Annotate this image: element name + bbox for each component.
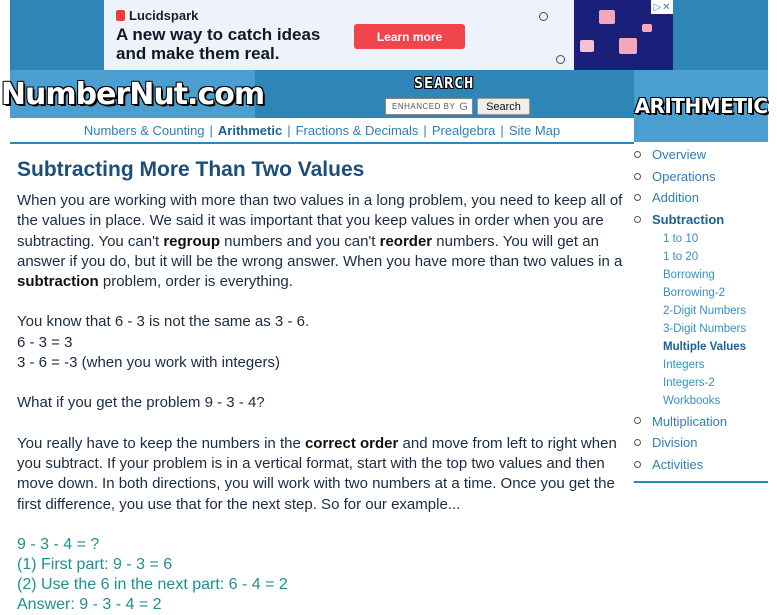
nav-fractions-decimals[interactable]: Fractions & Decimals <box>295 122 419 138</box>
comparison-paragraph <box>17 312 627 373</box>
example-line: 9 - 3 - 4 = ? <box>17 535 100 553</box>
sidebar-subitem-1-to-20[interactable]: 1 to 20 <box>663 251 699 264</box>
sidebar-subitem-2-digit-numbers[interactable]: 2-Digit Numbers <box>663 305 747 318</box>
article <box>17 158 627 615</box>
sidebar-subitem-1-to-10[interactable]: 1 to 10 <box>663 233 699 246</box>
section-header-text: ARITHMETIC <box>634 94 768 118</box>
google-g-icon: G <box>459 100 469 113</box>
search-button[interactable]: Search <box>477 98 530 115</box>
comparison-line: You know that 6 - 3 is not the same as 3 - 6. <box>17 313 310 331</box>
ad-brand <box>116 8 198 23</box>
example-line: (1) First part: 9 - 3 = 6 <box>17 555 173 573</box>
site-logo[interactable] <box>0 70 265 118</box>
search-title: SEARCH <box>414 74 475 92</box>
worked-example <box>17 535 627 615</box>
example-line: Answer: 9 - 3 - 4 = 2 <box>17 595 162 613</box>
sidebar-item-overview[interactable]: Overview <box>634 144 768 166</box>
sidebar-item-operations[interactable]: Operations <box>634 166 768 188</box>
sidebar-subitem-integers-2[interactable]: Integers-2 <box>663 377 715 390</box>
sidebar-item-division[interactable]: Division <box>634 432 768 454</box>
ad-brand-label: Lucidspark <box>129 8 199 23</box>
sidebar-item-activities[interactable]: Activities <box>634 454 768 476</box>
nav-separator: | <box>287 122 291 138</box>
sidebar-subitem-borrowing-2[interactable]: Borrowing-2 <box>663 287 725 300</box>
search-input[interactable] <box>385 98 473 115</box>
sidebar-item-multiplication[interactable]: Multiplication <box>634 410 768 432</box>
sidebar-subitem-multiple-values[interactable]: Multiple Values <box>663 341 747 354</box>
nav-prealgebra[interactable]: Prealgebra <box>431 122 496 138</box>
nav-divider <box>10 142 634 144</box>
ad-learn-more-button[interactable]: Learn more <box>354 24 465 49</box>
comparison-line: 3 - 6 = -3 (when you work with integers) <box>17 354 281 372</box>
section-header[interactable] <box>634 70 768 142</box>
intro-paragraph: When you are working with more than two values in a long problem, you need to keep all of the values in place. We said it was important that you keep values in order when you are subtracting. You can't regroup numbers and you can't reorder numbers. You will get an answer if you do, but it will be the wrong answer. When you have more than two values in a subtraction problem, order is everything. <box>17 192 623 291</box>
sidebar-subitem-borrowing[interactable]: Borrowing <box>663 269 715 282</box>
nav-separator: | <box>423 122 427 138</box>
nav-arithmetic[interactable]: Arithmetic <box>217 122 283 138</box>
question-paragraph: What if you get the problem 9 - 3 - 4? <box>17 394 265 412</box>
ad-circle-icon <box>556 55 565 64</box>
ad-strip <box>0 0 777 70</box>
sidebar-subitem-3-digit-numbers[interactable]: 3-Digit Numbers <box>663 323 747 336</box>
nav-separator: | <box>209 122 213 138</box>
page-title: Subtracting More Than Two Values <box>17 158 365 181</box>
nav-separator: | <box>500 122 504 138</box>
site-header <box>0 70 634 118</box>
order-paragraph: You really have to keep the numbers in the correct order and move from left to right when you subtract. If your problem is in a vertical format, start with the top two values and then move down. In both directions, you will work with two numbers at a time. Once you get the first difference, you use that for the next step. So for our example... <box>17 434 617 513</box>
ad-headline: A new way to catch ideas and make them real. <box>116 25 321 63</box>
ad-side-right <box>673 0 768 70</box>
sidebar-item-subtraction[interactable]: Subtraction <box>634 209 768 231</box>
ad-circle-icon <box>539 12 548 21</box>
top-nav <box>10 118 634 142</box>
nav-numbers-counting[interactable]: Numbers & Counting <box>83 122 205 138</box>
sidebar-item-addition[interactable]: Addition <box>634 187 768 209</box>
site-logo-text: NumberNut.com <box>0 76 265 112</box>
sidebar-subitem-workbooks[interactable]: Workbooks <box>663 395 721 408</box>
ad-close-icon[interactable]: ▷ ✕ <box>651 0 673 14</box>
search-placeholder: ENHANCED BY <box>392 102 456 111</box>
sidebar-subitem-integers[interactable]: Integers <box>663 359 705 372</box>
ad-side-left <box>10 0 104 70</box>
section-sidebar <box>634 144 768 475</box>
lucidspark-logo-icon <box>116 10 125 21</box>
ad-banner[interactable] <box>104 0 673 70</box>
example-line: (2) Use the 6 in the next part: 6 - 4 = 2 <box>17 575 288 593</box>
sidebar-divider <box>634 481 768 483</box>
comparison-line: 6 - 3 = 3 <box>17 333 73 351</box>
nav-site-map[interactable]: Site Map <box>508 122 561 138</box>
